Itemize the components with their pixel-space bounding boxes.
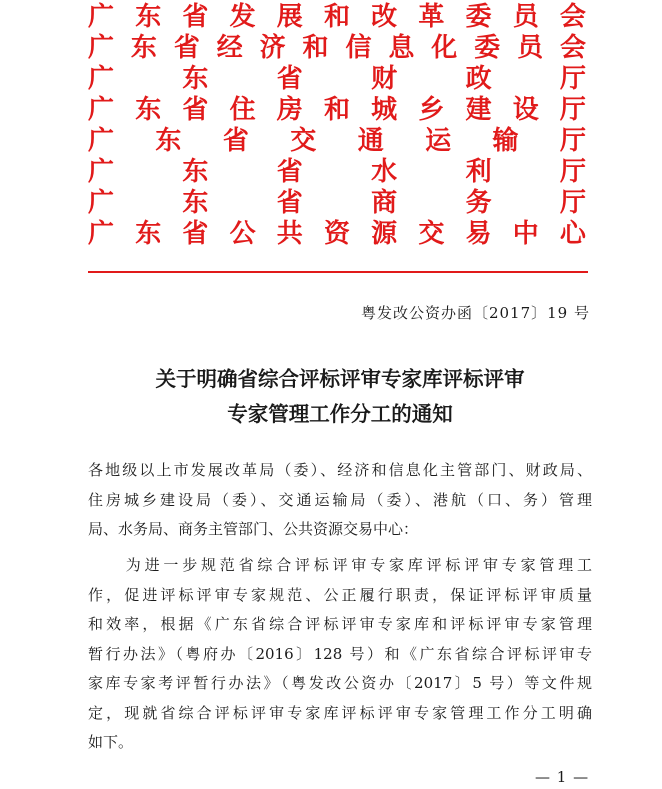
issuer-char: 广	[88, 64, 115, 94]
issuer-char: 息	[388, 33, 415, 63]
issuer-char: 广	[88, 219, 115, 249]
addressee-line: 住房城乡建设局（委）、交通运输局（委）、港航（口、务）管理	[88, 490, 592, 509]
issuer-char: 厅	[559, 188, 586, 218]
issuer-char: 东	[130, 33, 157, 63]
issuer-char: 易	[465, 219, 492, 249]
issuer-char: 和	[323, 2, 350, 32]
issuer-char: 省	[182, 219, 209, 249]
issuer-char: 乡	[418, 95, 445, 125]
issuer-char: 省	[276, 64, 303, 94]
issuer-char: 东	[182, 157, 209, 187]
page-number: — 1 —	[535, 768, 590, 786]
letterhead-divider	[88, 271, 588, 273]
issuer-char: 会	[559, 2, 586, 32]
issuer-list	[88, 2, 586, 250]
issuer-char: 发	[229, 2, 256, 32]
issuer-line	[88, 95, 586, 126]
issuer-char: 厅	[559, 64, 586, 94]
issuer-char: 公	[229, 219, 256, 249]
addressee-block	[88, 456, 592, 545]
issuer-char: 厅	[559, 157, 586, 187]
issuer-char: 革	[418, 2, 445, 32]
issuer-char: 建	[465, 95, 492, 125]
issuer-char: 设	[512, 95, 539, 125]
issuer-char: 会	[559, 33, 586, 63]
issuer-char: 省	[173, 33, 200, 63]
document-number: 粤发改公资办函〔2017〕19 号	[360, 304, 590, 322]
issuer-char: 广	[88, 2, 115, 32]
issuer-char: 东	[135, 219, 162, 249]
issuer-char: 源	[371, 219, 398, 249]
issuer-char: 员	[517, 33, 544, 63]
issuer-char: 经	[216, 33, 243, 63]
issuer-char: 输	[492, 126, 519, 156]
issuer-char: 交	[418, 219, 445, 249]
issuer-char: 厅	[559, 126, 586, 156]
issuer-char: 省	[276, 157, 303, 187]
issuer-char: 东	[182, 188, 209, 218]
issuer-line	[88, 2, 586, 33]
issuer-char: 和	[302, 33, 329, 63]
issuer-char: 商	[371, 188, 398, 218]
paragraph-line: 和效率，根据《广东省综合评标评审专家库和评标评审专家管理	[88, 615, 592, 633]
addressee-line: 各地级以上市发展改革局（委）、经济和信息化主管部门、财政局、	[88, 461, 592, 479]
paragraph-line-1	[88, 551, 592, 581]
issuer-char: 广	[88, 33, 115, 63]
addressee-line: 局、水务局、商务主管部门、公共资源交易中心：	[88, 520, 419, 538]
issuer-char: 务	[465, 188, 492, 218]
issuer-char: 房	[276, 95, 303, 125]
issuer-char: 改	[371, 2, 398, 32]
issuer-char: 委	[465, 2, 492, 32]
issuer-line	[88, 219, 586, 250]
issuer-char: 政	[465, 64, 492, 94]
issuer-char: 委	[474, 33, 501, 63]
paragraph-line: 定，现就省综合评标评审专家库评标评审专家管理工作分工明确	[88, 703, 592, 722]
issuer-line	[88, 157, 586, 188]
issuer-char: 信	[345, 33, 372, 63]
paragraph-line: 作，促进评标评审专家规范、公正履行职责，保证评标评审质量	[88, 585, 592, 604]
document-title-line-1: 关于明确省综合评标评审专家库评标评审	[155, 367, 525, 391]
issuer-char: 省	[276, 188, 303, 218]
issuer-line	[88, 126, 586, 157]
issuer-char: 广	[88, 126, 115, 156]
issuer-char: 通	[357, 126, 384, 156]
issuer-char: 住	[229, 95, 256, 125]
issuer-char: 广	[88, 95, 115, 125]
issuer-char: 共	[276, 219, 303, 249]
issuer-char: 省	[222, 126, 249, 156]
issuer-char: 城	[371, 95, 398, 125]
issuer-char: 省	[182, 95, 209, 125]
issuer-line	[88, 64, 586, 95]
issuer-char: 心	[559, 219, 586, 249]
issuer-char: 利	[465, 157, 492, 187]
issuer-char: 厅	[559, 95, 586, 125]
issuer-char: 广	[88, 188, 115, 218]
issuer-char: 东	[182, 64, 209, 94]
paragraph-line: 如下。	[88, 733, 134, 751]
issuer-char: 广	[88, 157, 115, 187]
paragraph-line: 家库专家考评暂行办法》（粤发改公资办〔2017〕5 号）等文件规	[88, 674, 592, 692]
issuer-char: 东	[135, 2, 162, 32]
paragraph-line-text: 为进一步规范省综合评标评审专家库评标评审专家管理工	[122, 556, 592, 574]
body-paragraph	[88, 551, 592, 758]
issuer-char: 水	[371, 157, 398, 187]
issuer-char: 化	[431, 33, 458, 63]
issuer-char: 济	[259, 33, 286, 63]
issuer-line	[88, 188, 586, 219]
issuer-char: 东	[135, 95, 162, 125]
issuer-char: 省	[182, 2, 209, 32]
issuer-char: 财	[371, 64, 398, 94]
issuer-char: 和	[323, 95, 350, 125]
issuer-char: 东	[155, 126, 182, 156]
issuer-char: 展	[276, 2, 303, 32]
paragraph-line: 暂行办法》（粤府办〔2016〕128 号）和《广东省综合评标评审专	[88, 644, 592, 663]
issuer-char: 员	[512, 2, 539, 32]
issuer-char: 交	[290, 126, 317, 156]
issuer-char: 运	[425, 126, 452, 156]
issuer-line	[88, 33, 586, 64]
issuer-char: 资	[323, 219, 350, 249]
issuer-char: 中	[512, 219, 539, 249]
document-title-line-2: 专家管理工作分工的通知	[227, 402, 453, 426]
